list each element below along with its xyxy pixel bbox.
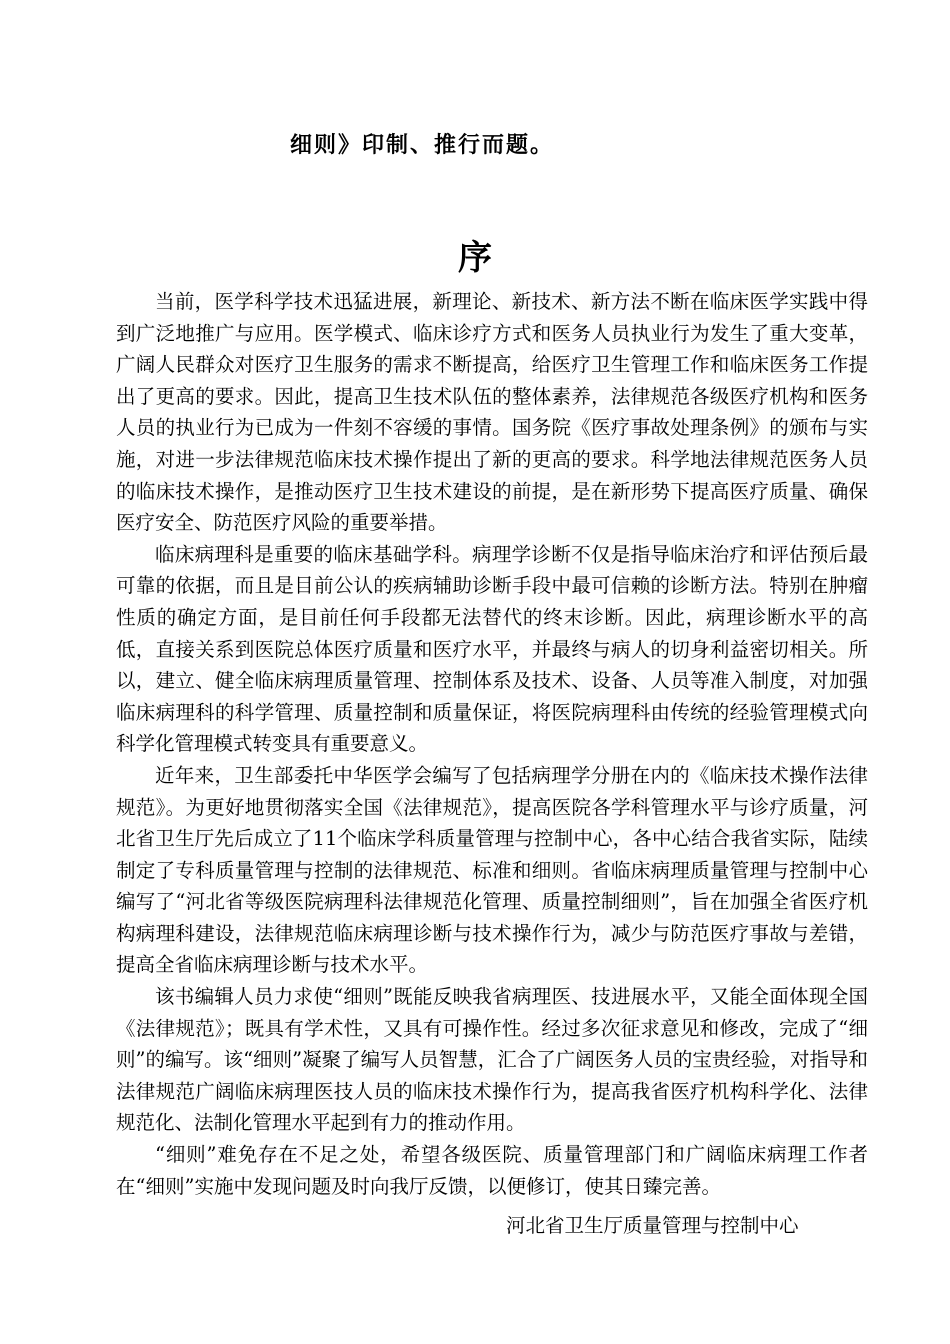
paragraph-2: 临床病理科是重要的临床基础学科。病理学诊断不仅是指导临床治疗和评估预后最可靠的依据，而且是目前公认的疾病辅助诊断手段中最可信赖的诊断方法。特别在肿瘤性质的确定方面，是目前任何手段都无法替代的终末诊断。因此，病理诊断水平的高低，直接关系到医院总体医疗质量和医疗水平，并最终与病人的切身利益密切相关。所以，建立、健全临床病理质量管理、控制体系及技术、设备、人员等准入制度，对加强临床病理科的科学管理、质量控制和质量保证，将医院病理科由传统的经验管理模式向科学化管理模式转变具有重要意义。 bbox=[116, 542, 868, 756]
paragraph-4: 该书编辑人员力求使“细则”既能反映我省病理医、技进展水平，又能全面体现全国《法律规范》；既具有学术性，又具有可操作性。经过多次征求意见和修改，完成了“细则”的编写。该“细则”凝聚了编写人员智慧，汇合了广阔医务人员的宝贵经验，对指导和法律规范广阔临床病理医技人员的临床技术操作行为，提高我省医疗机构科学化、法律规范化、法制化管理水平起到有力的推动作用。 bbox=[116, 985, 868, 1135]
paragraph-5: “细则”难免存在不足之处，希望各级医院、质量管理部门和广阔临床病理工作者在“细则”实施中发现问题及时向我厅反馈，以便修订，使其日臻完善。 bbox=[116, 1143, 868, 1198]
paragraph-3: 近年来，卫生部委托中华医学会编写了包括病理学分册在内的《临床技术操作法律规范》。为更好地贯彻落实全国《法律规范》，提高医院各学科管理水平与诊疗质量，河北省卫生厅先后成立了11个临床学科质量管理与控制中心，各中心结合我省实际，陆续制定了专科质量管理与控制的法律规范、标准和细则。省临床病理质量管理与控制中心编写了“河北省等级医院病理科法律规范化管理、质量控制细则”，旨在加强全省医疗机构病理科建设，法律规范临床病理诊断与技术操作行为，减少与防范医疗事故与差错，提高全省临床病理诊断与技术水平。 bbox=[116, 763, 868, 977]
signature: 河北省卫生厅质量管理与控制中心 bbox=[506, 1214, 799, 1237]
body-text bbox=[116, 286, 868, 1202]
page-title: 序 bbox=[458, 238, 492, 278]
paragraph-1: 当前，医学科学技术迅猛进展，新理论、新技术、新方法不断在临床医学实践中得到广泛地推广与应用。医学模式、临床诊疗方式和医务人员执业行为发生了重大变革，广阔人民群众对医疗卫生服务的需求不断提高，给医疗卫生管理工作和临床医务工作提出了更高的要求。因此，提高卫生技术队伍的整体素养，法律规范各级医疗机构和医务人员的执业行为已成为一件刻不容缓的事情。国务院《医疗事故处理条例》的颁布与实施，对进一步法律规范临床技术操作提出了新的更高的要求。科学地法律规范医务人员的临床技术操作，是推动医疗卫生技术建设的前提，是在新形势下提高医疗质量、确保医疗安全、防范医疗风险的重要举措。 bbox=[116, 290, 868, 535]
continuation-line: 细则》印制、推行而题。 bbox=[290, 132, 555, 158]
